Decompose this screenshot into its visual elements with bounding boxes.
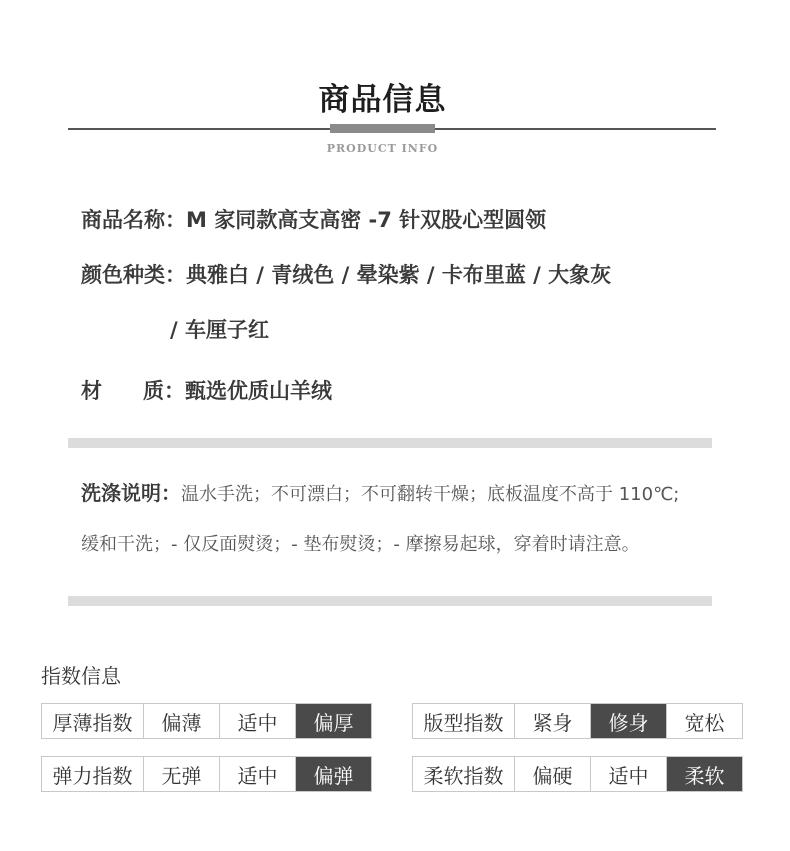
washing-line2: 缓和干洗；- 仅反面熨烫；- 垫布熨烫；- 摩擦易起球，穿着时请注意。 — [81, 534, 640, 555]
material-row — [81, 375, 332, 405]
index-row-elasticity — [41, 756, 372, 792]
index-label: 厚薄指数 — [42, 704, 143, 738]
index-section-title: 指数信息 — [41, 664, 121, 688]
index-option: 无弹 — [143, 757, 219, 791]
index-option: 适中 — [590, 757, 666, 791]
index-option-selected: 偏厚 — [295, 704, 371, 738]
index-row-softness — [412, 756, 743, 792]
index-option-selected: 柔软 — [666, 757, 742, 791]
material-label-char-2: 质： — [143, 379, 185, 403]
index-label: 版型指数 — [413, 704, 514, 738]
index-option: 偏薄 — [143, 704, 219, 738]
section-divider-top — [68, 438, 712, 448]
washing-line1: 温水手洗；不可漂白；不可翻转干燥；底板温度不高于 110℃; — [181, 484, 680, 505]
product-name-value: M 家同款高支高密 -7 针双股心型圆领 — [186, 208, 547, 232]
index-row-fit — [412, 703, 743, 739]
page-title: 商品信息 — [318, 82, 447, 118]
color-value-line1: 典雅白 / 青绒色 / 晕染紫 / 卡布里蓝 / 大象灰 — [186, 263, 612, 287]
index-option: 适中 — [219, 704, 295, 738]
index-label: 弹力指数 — [42, 757, 143, 791]
index-label: 柔软指数 — [413, 757, 514, 791]
color-label: 颜色种类： — [81, 263, 186, 287]
product-name-row — [81, 204, 546, 234]
index-option: 紧身 — [514, 704, 590, 738]
section-divider-bottom — [68, 596, 712, 606]
index-option-selected: 修身 — [590, 704, 666, 738]
washing-row-continued — [81, 530, 640, 556]
material-label-char-1: 材 — [81, 379, 102, 403]
index-option: 适中 — [219, 757, 295, 791]
index-option-selected: 偏弹 — [295, 757, 371, 791]
index-option: 偏硬 — [514, 757, 590, 791]
product-name-label: 商品名称： — [81, 208, 186, 232]
color-value-line2: / 车厘子红 — [170, 318, 269, 342]
washing-label: 洗涤说明： — [81, 481, 181, 505]
material-value: 甄选优质山羊绒 — [185, 379, 332, 403]
index-row-thickness — [41, 703, 372, 739]
index-option: 宽松 — [666, 704, 742, 738]
washing-row — [81, 477, 679, 506]
color-row-continued — [170, 314, 269, 344]
color-row — [81, 259, 611, 289]
page-subtitle: PRODUCT INFO — [326, 142, 439, 155]
title-accent-bar — [330, 124, 435, 133]
